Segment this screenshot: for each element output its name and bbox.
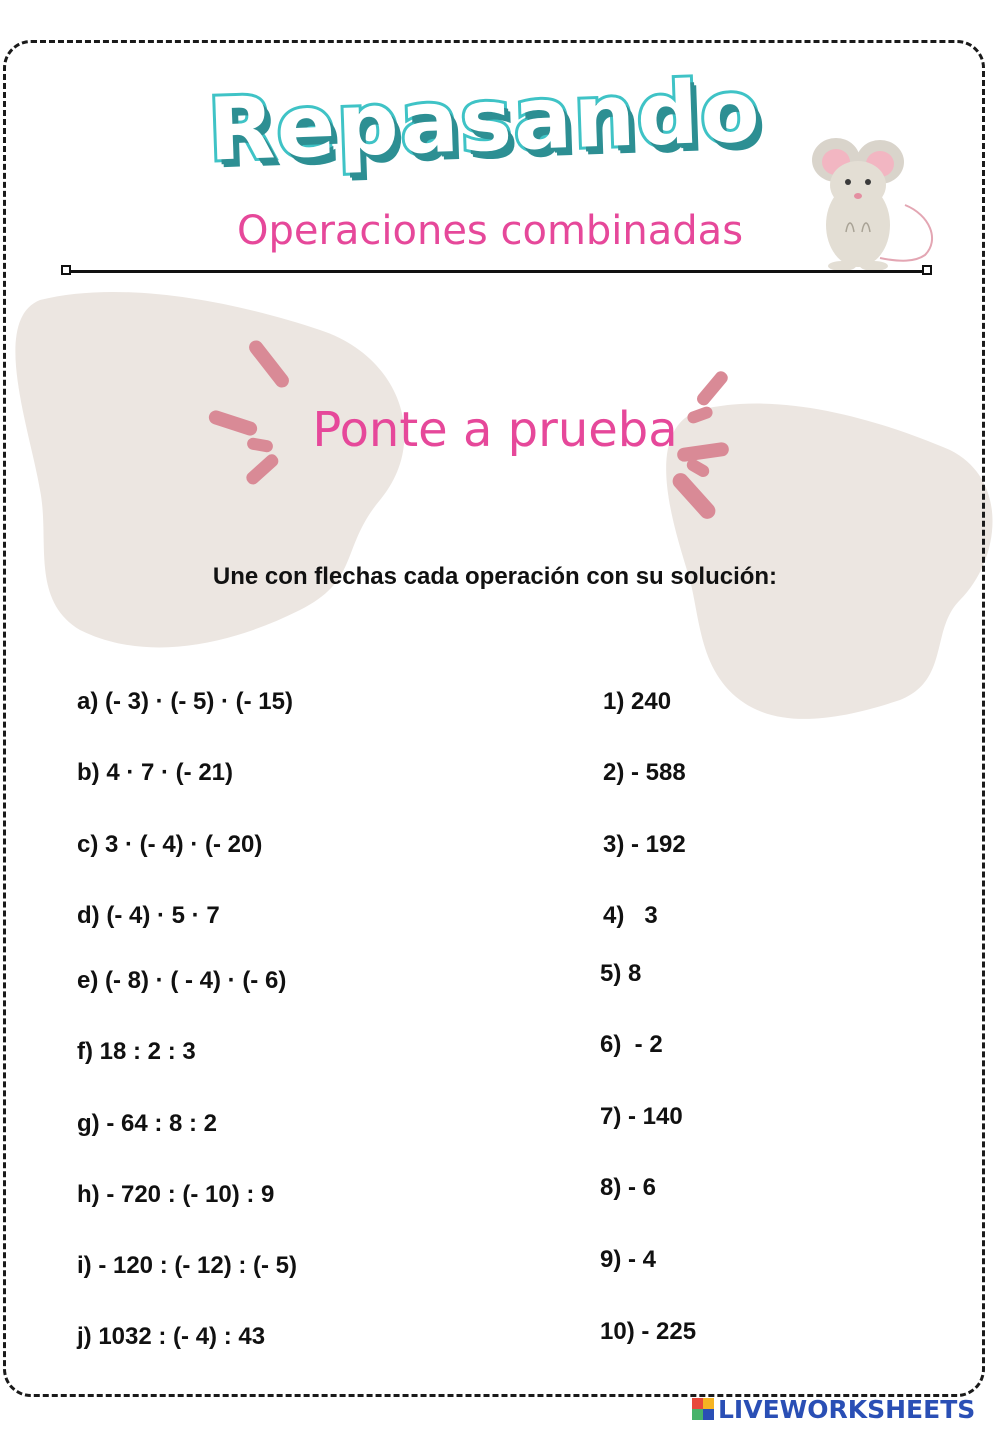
divider-end-right <box>922 265 932 275</box>
operation-g[interactable]: g) - 64 : 8 : 2 <box>77 1110 218 1137</box>
solution-7[interactable]: 7) - 140 <box>600 1103 683 1130</box>
footer-logo <box>692 1394 975 1424</box>
operation-f[interactable]: f) 18 : 2 : 3 <box>77 1038 196 1065</box>
liveworksheets-logo-icon <box>692 1398 714 1420</box>
section-title: Ponte a prueba <box>312 402 678 458</box>
instructions: Une con flechas cada operación con su solución: <box>212 563 778 590</box>
operation-j[interactable]: j) 1032 : (- 4) : 43 <box>77 1323 266 1350</box>
solution-1[interactable]: 1) 240 <box>603 688 672 715</box>
solution-2[interactable]: 2) - 588 <box>603 759 686 786</box>
page-subtitle: Operaciones combinadas <box>236 208 744 254</box>
solution-4[interactable]: 4) 3 <box>603 902 658 929</box>
divider-line <box>66 270 928 273</box>
page-title: Repasando <box>206 61 764 181</box>
divider-end-left <box>61 265 71 275</box>
operation-i[interactable]: i) - 120 : (- 12) : (- 5) <box>77 1252 298 1279</box>
solution-8[interactable]: 8) - 6 <box>600 1174 657 1201</box>
solution-3[interactable]: 3) - 192 <box>603 831 686 858</box>
brand-name: LIVEWORKSHEETS <box>718 1394 976 1424</box>
operation-e[interactable]: e) (- 8) · ( - 4) · (- 6) <box>77 967 287 994</box>
operation-b[interactable]: b) 4 · 7 · (- 21) <box>77 759 234 786</box>
operation-c[interactable]: c) 3 · (- 4) · (- 20) <box>77 831 263 858</box>
solution-10[interactable]: 10) - 225 <box>600 1318 697 1345</box>
operation-h[interactable]: h) - 720 : (- 10) : 9 <box>77 1181 275 1208</box>
solution-6[interactable]: 6) - 2 <box>600 1031 663 1058</box>
operation-a[interactable]: a) (- 3) · (- 5) · (- 15) <box>77 688 293 715</box>
solution-9[interactable]: 9) - 4 <box>600 1246 657 1273</box>
operation-d[interactable]: d) (- 4) · 5 · 7 <box>77 902 220 929</box>
solution-5[interactable]: 5) 8 <box>600 960 642 987</box>
